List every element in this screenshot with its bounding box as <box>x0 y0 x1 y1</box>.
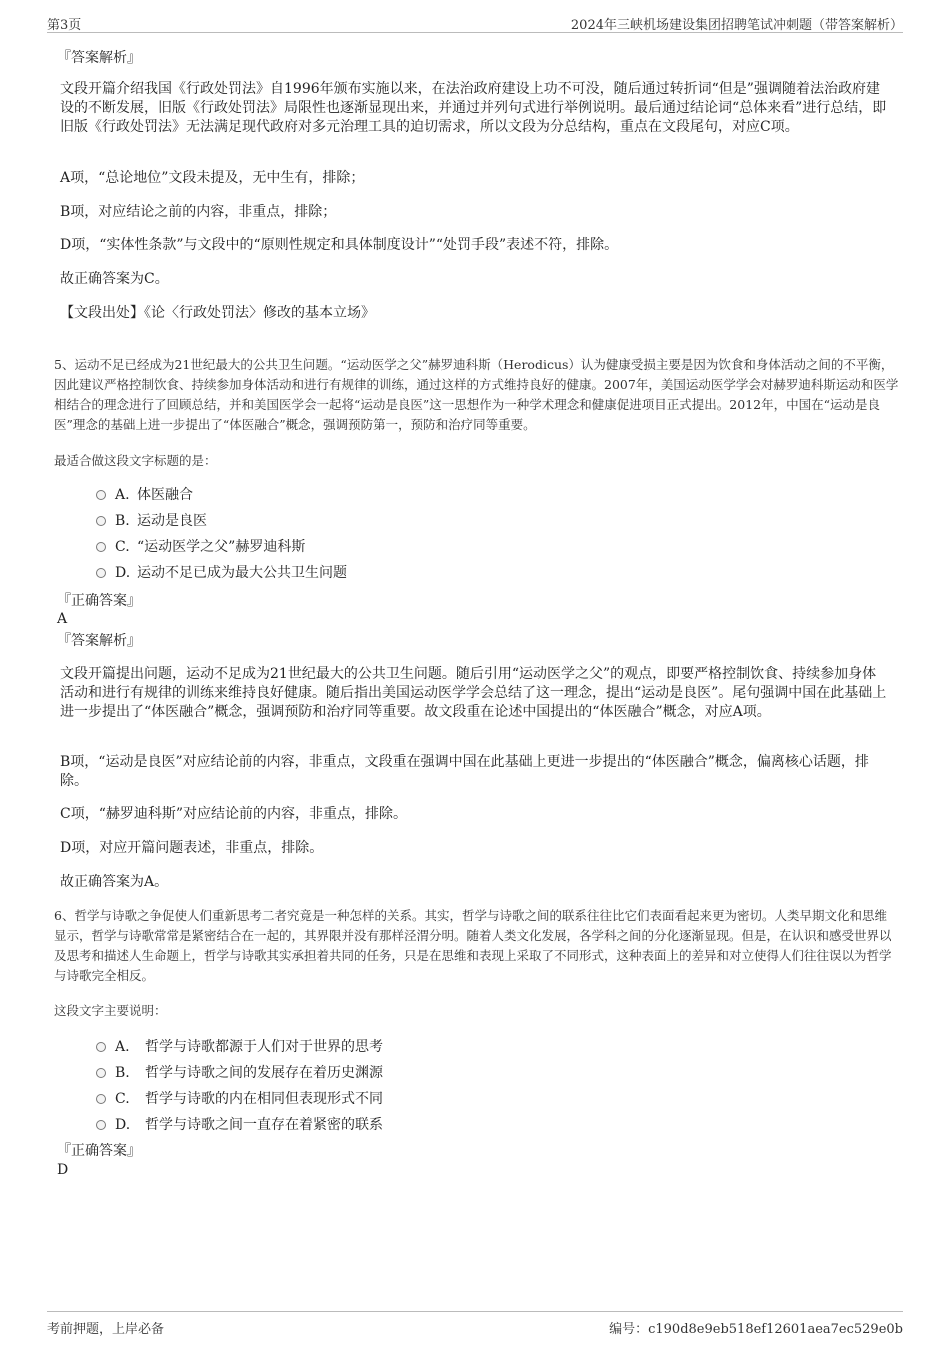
analysis-b-1: B项，对应结论之前的内容，非重点，排除； <box>60 204 337 220</box>
conclusion-5: 故正确答案为A。 <box>60 874 169 890</box>
analysis-b-5: B项，“运动是良医”对应结论前的内容，非重点，文段重在强调中国在此基础上更进一步提出的“体医融合”概念，偏离核心话题，排除。 <box>60 754 869 789</box>
radio-button-icon[interactable] <box>96 1094 106 1104</box>
radio-button-icon[interactable] <box>96 1042 106 1052</box>
page-header <box>47 10 903 33</box>
question-6-prompt: 这段文字主要说明： <box>54 1003 167 1018</box>
q6-option-a[interactable]: A. 哲学与诗歌都源于人们对于世界的思考 <box>96 1037 383 1057</box>
source-1: 【文段出处】《论〈行政处罚法〉修改的基本立场》 <box>60 305 375 321</box>
question-5-stem: 5、运动不足已经成为21世纪最大的公共卫生问题。“运动医学之父”赫罗迪科斯（Herodicus）认为健康受损主要是因为饮食和身体活动之间的不平衡，因此建议严格控制饮食、持续参加身体活动和进行有规律的训练，通过这样的方式维持良好的健康。2007年，美国运动医学学会对赫罗迪科斯运动和医学相结合的理念进行了回顾总结，并和美国医学会一起将“运动是良医”这一思想作为一种学术理念和健康促进项目正式提出。2012年，中国在“运动是良医”理念的基础上进一步提出了“体医融合”概念，强调预防第一，预防和治疗同等重要。 <box>54 357 899 432</box>
analysis-d-5: D项，对应开篇问题表述，非重点，排除。 <box>60 840 324 856</box>
analysis-label-1: 『答案解析』 <box>57 50 141 66</box>
conclusion-1: 故正确答案为C。 <box>60 271 169 287</box>
analysis-text-1: 文段开篇介绍我国《行政处罚法》自1996年颁布实施以来，在法治政府建设上功不可没，随后通过转折词“但是”强调随着法治政府建设的不断发展，旧版《行政处罚法》局限性也逐渐显现出来，并通过并列句式进行举例说明。最后通过结论词“总体来看”进行总结，即旧版《行政处罚法》无法满足现代政府对多元治理工具的迫切需求，所以文段为分总结构，重点在文段尾句，对应C项。 <box>60 81 887 135</box>
q6-option-b[interactable]: B. 哲学与诗歌之间的发展存在着历史渊源 <box>96 1063 383 1083</box>
analysis-label-5: 『答案解析』 <box>57 633 141 649</box>
page-footer <box>47 1311 903 1338</box>
q5-option-b[interactable]: B. 运动是良医 <box>96 511 207 531</box>
radio-button-icon[interactable] <box>96 568 106 578</box>
radio-button-icon[interactable] <box>96 542 106 552</box>
radio-button-icon[interactable] <box>96 490 106 500</box>
analysis-c-5: C项，“赫罗迪科斯”对应结论前的内容，非重点，排除。 <box>60 806 408 822</box>
question-6-stem: 6、哲学与诗歌之争促使人们重新思考二者究竟是一种怎样的关系。其实，哲学与诗歌之间的联系往往比它们表面看起来更为密切。人类早期文化和思维显示，哲学与诗歌常常是紧密结合在一起的，其界限并没有那样泾渭分明。随着人类文化发展，各学科之间的分化逐渐显现。但是，在认识和感受世界以及思考和描述人生命题上，哲学与诗歌其实承担着共同的任务，只是在思维和表现上采取了不同形式，这种表面上的差异和对立使得人们往往误以为哲学与诗歌完全相反。 <box>54 908 892 983</box>
q5-option-a[interactable]: A. 体医融合 <box>96 485 193 505</box>
page-number: 第3页 <box>47 18 82 33</box>
radio-button-icon[interactable] <box>96 1120 106 1130</box>
radio-button-icon[interactable] <box>96 1068 106 1078</box>
q5-option-c[interactable]: C. “运动医学之父”赫罗迪科斯 <box>96 537 305 557</box>
q6-option-d[interactable]: D. 哲学与诗歌之间一直存在着紧密的联系 <box>96 1115 383 1135</box>
analysis-a-1: A项，“总论地位”文段未提及，无中生有，排除； <box>60 170 365 186</box>
question-5-prompt: 最适合做这段文字标题的是： <box>54 453 217 468</box>
doc-title: 2024年三峡机场建设集团招聘笔试冲刺题（带答案解析） <box>570 18 903 33</box>
analysis-d-1: D项，“实体性条款”与文段中的“原则性规定和具体制度设计”“处罚手段”表述不符，排除。 <box>60 237 619 253</box>
answer-6: D <box>57 1162 69 1178</box>
doc-code: 编号：c190d8e9eb518ef12601aea7ec529e0b <box>609 1322 903 1337</box>
answer-5: A <box>57 611 68 627</box>
answer-label-6: 『正确答案』 <box>57 1143 141 1159</box>
q6-option-c[interactable]: C. 哲学与诗歌的内在相同但表现形式不同 <box>96 1089 383 1109</box>
answer-label-5: 『正确答案』 <box>57 593 141 609</box>
q5-option-d[interactable]: D. 运动不足已成为最大公共卫生问题 <box>96 563 347 583</box>
footer-slogan: 考前押题，上岸必备 <box>47 1322 165 1337</box>
radio-button-icon[interactable] <box>96 516 106 526</box>
analysis-text-5: 文段开篇提出问题，运动不足成为21世纪最大的公共卫生问题。随后引用“运动医学之父”的观点，即要严格控制饮食、持续参加身体活动和进行有规律的训练来维持良好健康。随后指出美国运动医学学会总结了这一理念，提出“运动是良医”。尾句强调中国在此基础上进一步提出了“体医融合”概念，强调预防和治疗同等重要。故文段重在论述中国提出的“体医融合”概念，对应A项。 <box>60 666 887 720</box>
